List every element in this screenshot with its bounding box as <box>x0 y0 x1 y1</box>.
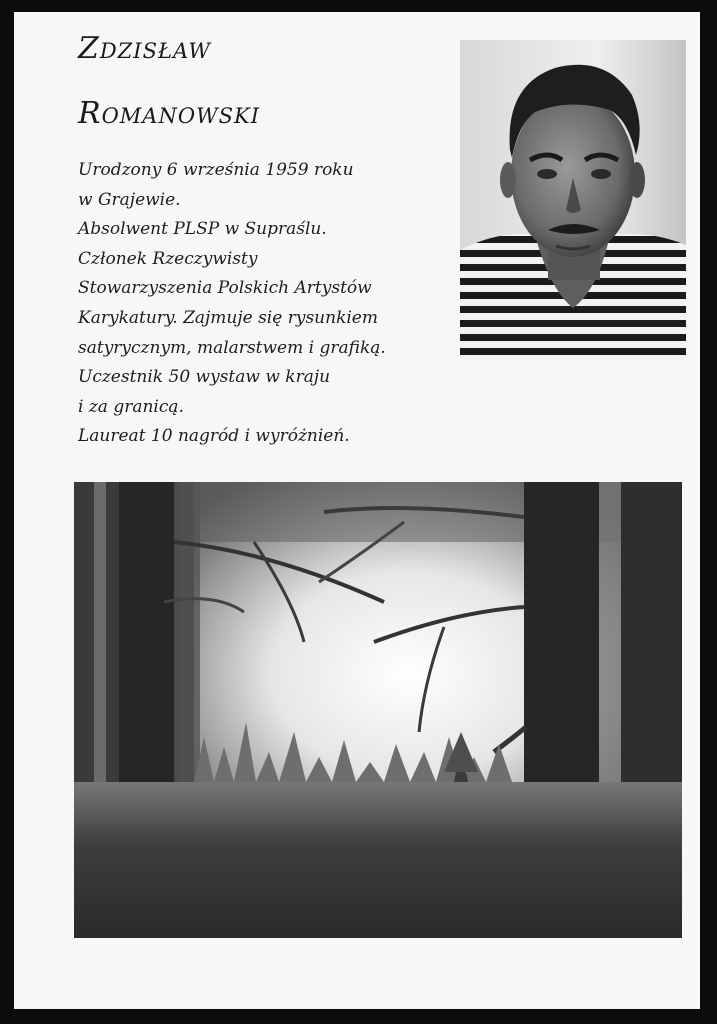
artist-portrait-photo <box>460 40 686 360</box>
bio-line: satyrycznym, malarstwem i grafiką. <box>78 337 386 358</box>
artist-last-name: Romanowski <box>78 96 261 131</box>
artist-first-name: Zdzisław <box>78 31 211 66</box>
artist-biography <box>78 156 458 452</box>
bio-line: Urodzony 6 września 1959 roku <box>78 160 354 180</box>
catalog-page <box>14 12 700 1009</box>
bio-line: Członek Rzeczywisty <box>78 248 258 269</box>
bio-line: i za granicą. <box>78 396 184 417</box>
bio-line: Stowarzyszenia Polskich Artystów <box>78 278 372 299</box>
bio-line: w Grajewie. <box>78 189 181 210</box>
forest-painting-image <box>74 482 682 938</box>
bio-line: Laureat 10 nagród i wyróżnień. <box>78 426 350 447</box>
bio-line: Absolwent PLSP w Supraślu. <box>78 219 327 240</box>
bio-line: Karykatury. Zajmuje się rysunkiem <box>78 307 378 328</box>
bio-line: Uczestnik 50 wystaw w kraju <box>78 367 331 388</box>
